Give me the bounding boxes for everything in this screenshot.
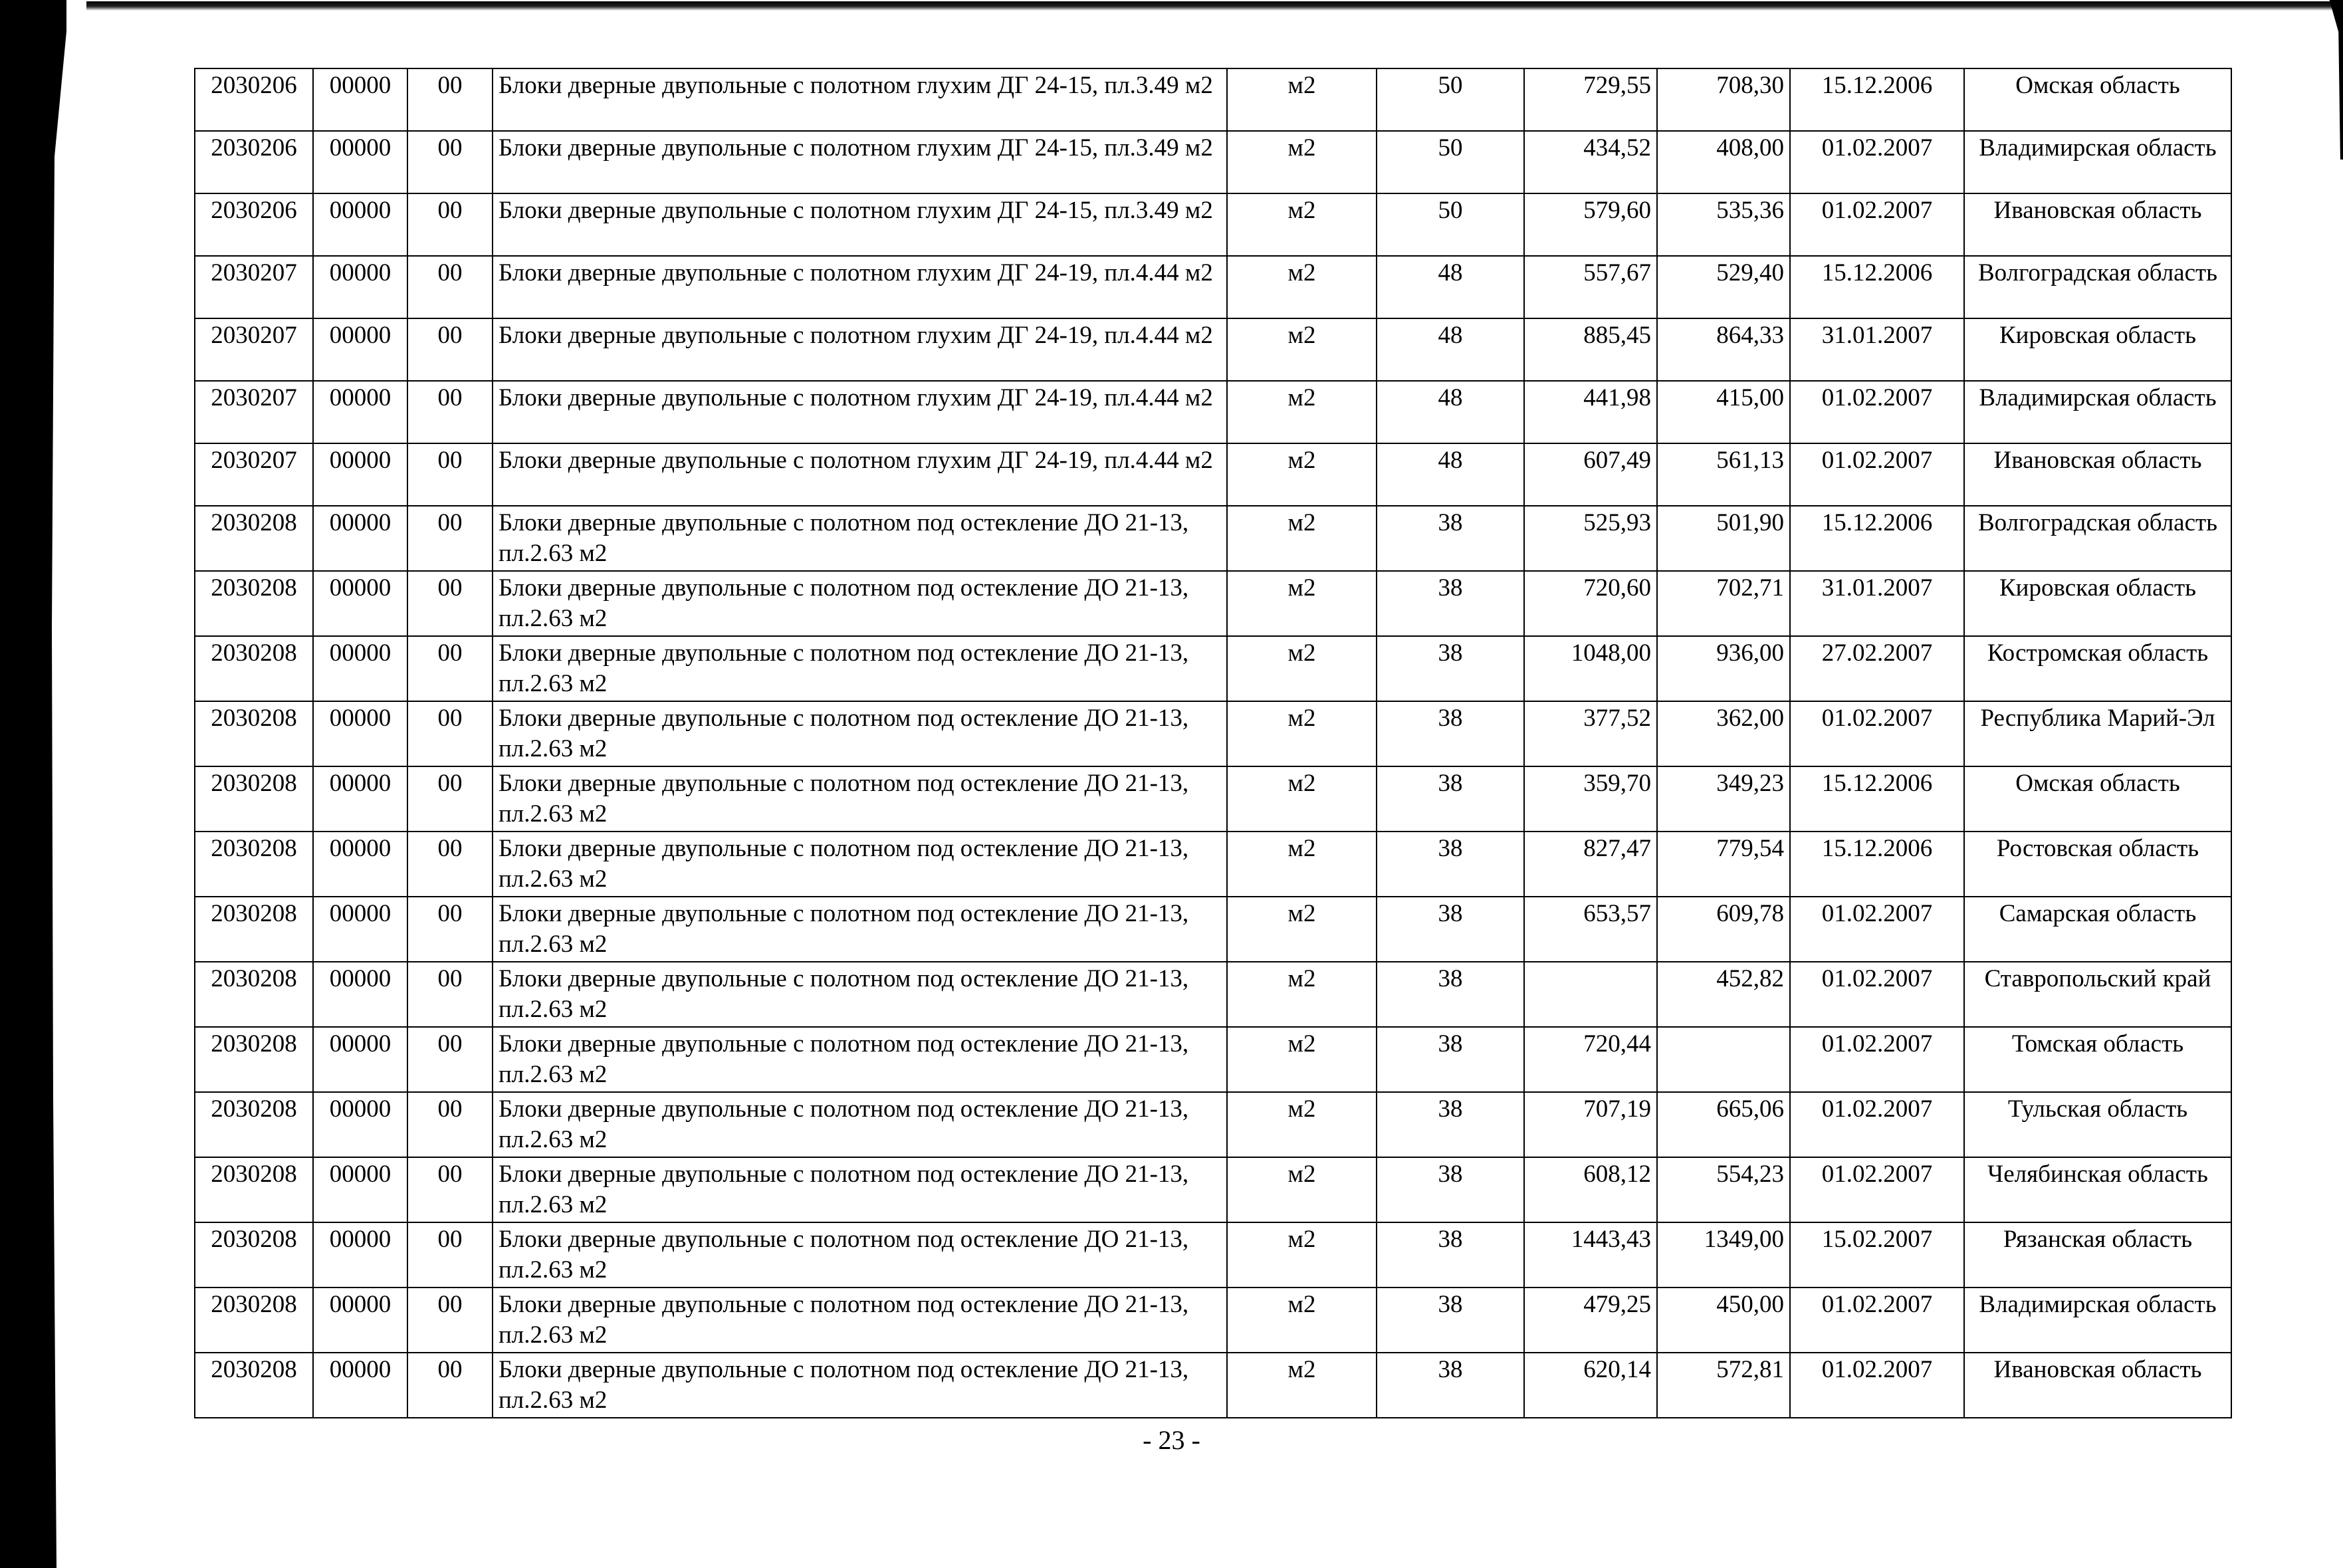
price-cell: 441,98 (1524, 381, 1657, 443)
subcode-cell: 00000 (313, 897, 407, 962)
subcode2-cell: 00 (407, 193, 493, 256)
subcode-cell: 00000 (313, 68, 407, 131)
code-cell: 2030208 (195, 701, 313, 766)
description-cell: Блоки дверные двупольные с полотном под остекление ДО 21-13, пл.2.63 м2 (493, 1288, 1227, 1353)
quantity-cell: 50 (1377, 131, 1524, 193)
subcode2-cell: 00 (407, 443, 493, 506)
unit-cell: м2 (1227, 1027, 1377, 1092)
code-cell: 2030206 (195, 68, 313, 131)
date-cell: 01.02.2007 (1790, 381, 1964, 443)
date-cell: 01.02.2007 (1790, 1092, 1964, 1157)
table-row (195, 193, 2231, 256)
price-cell: 377,52 (1524, 701, 1657, 766)
price-alt-cell: 408,00 (1657, 131, 1790, 193)
date-cell: 15.12.2006 (1790, 68, 1964, 131)
table-row (195, 897, 2231, 962)
description-cell: Блоки дверные двупольные с полотном глухим ДГ 24-19, пл.4.44 м2 (493, 256, 1227, 318)
code-cell: 2030208 (195, 1027, 313, 1092)
quantity-cell: 38 (1377, 1288, 1524, 1353)
description-cell: Блоки дверные двупольные с полотном глухим ДГ 24-19, пл.4.44 м2 (493, 381, 1227, 443)
code-cell: 2030207 (195, 318, 313, 381)
table-row (195, 962, 2231, 1027)
code-cell: 2030207 (195, 443, 313, 506)
quantity-cell: 38 (1377, 832, 1524, 897)
region-cell: Владимирская область (1964, 1288, 2231, 1353)
table-row (195, 1288, 2231, 1353)
date-cell: 01.02.2007 (1790, 1288, 1964, 1353)
subcode-cell: 00000 (313, 1092, 407, 1157)
quantity-cell: 38 (1377, 1222, 1524, 1288)
unit-cell: м2 (1227, 193, 1377, 256)
description-cell: Блоки дверные двупольные с полотном под остекление ДО 21-13, пл.2.63 м2 (493, 766, 1227, 832)
price-table (194, 68, 2232, 1418)
subcode-cell: 00000 (313, 1353, 407, 1418)
subcode2-cell: 00 (407, 506, 493, 571)
table-row (195, 1157, 2231, 1222)
price-alt-cell: 561,13 (1657, 443, 1790, 506)
price-cell: 827,47 (1524, 832, 1657, 897)
table-row (195, 701, 2231, 766)
subcode-cell: 00000 (313, 701, 407, 766)
table-row (195, 571, 2231, 636)
price-cell: 579,60 (1524, 193, 1657, 256)
code-cell: 2030208 (195, 1222, 313, 1288)
price-alt-cell: 349,23 (1657, 766, 1790, 832)
code-cell: 2030206 (195, 131, 313, 193)
scan-edge-top (86, 1, 2343, 11)
subcode2-cell: 00 (407, 1353, 493, 1418)
region-cell: Омская область (1964, 68, 2231, 131)
date-cell: 01.02.2007 (1790, 131, 1964, 193)
unit-cell: м2 (1227, 962, 1377, 1027)
price-cell: 720,44 (1524, 1027, 1657, 1092)
price-alt-cell: 452,82 (1657, 962, 1790, 1027)
price-alt-cell: 501,90 (1657, 506, 1790, 571)
subcode2-cell: 00 (407, 897, 493, 962)
description-cell: Блоки дверные двупольные с полотном глухим ДГ 24-15, пл.3.49 м2 (493, 193, 1227, 256)
region-cell: Волгоградская область (1964, 256, 2231, 318)
code-cell: 2030208 (195, 832, 313, 897)
subcode2-cell: 00 (407, 571, 493, 636)
region-cell: Омская область (1964, 766, 2231, 832)
quantity-cell: 48 (1377, 256, 1524, 318)
subcode-cell: 00000 (313, 766, 407, 832)
description-cell: Блоки дверные двупольные с полотном под остекление ДО 21-13, пл.2.63 м2 (493, 506, 1227, 571)
date-cell: 01.02.2007 (1790, 193, 1964, 256)
price-cell: 557,67 (1524, 256, 1657, 318)
subcode2-cell: 00 (407, 832, 493, 897)
subcode-cell: 00000 (313, 443, 407, 506)
subcode2-cell: 00 (407, 68, 493, 131)
date-cell: 31.01.2007 (1790, 571, 1964, 636)
code-cell: 2030208 (195, 506, 313, 571)
date-cell: 15.12.2006 (1790, 766, 1964, 832)
price-alt-cell: 572,81 (1657, 1353, 1790, 1418)
description-cell: Блоки дверные двупольные с полотном под остекление ДО 21-13, пл.2.63 м2 (493, 1353, 1227, 1418)
price-alt-cell: 665,06 (1657, 1092, 1790, 1157)
price-cell: 620,14 (1524, 1353, 1657, 1418)
price-alt-cell: 708,30 (1657, 68, 1790, 131)
region-cell: Ивановская область (1964, 1353, 2231, 1418)
price-alt-cell: 535,36 (1657, 193, 1790, 256)
description-cell: Блоки дверные двупольные с полотном под остекление ДО 21-13, пл.2.63 м2 (493, 571, 1227, 636)
scan-edge-left (0, 0, 66, 1568)
date-cell: 01.02.2007 (1790, 1157, 1964, 1222)
price-alt-cell: 609,78 (1657, 897, 1790, 962)
region-cell: Тульская область (1964, 1092, 2231, 1157)
region-cell: Ивановская область (1964, 443, 2231, 506)
price-cell: 720,60 (1524, 571, 1657, 636)
price-cell: 729,55 (1524, 68, 1657, 131)
subcode-cell: 00000 (313, 506, 407, 571)
quantity-cell: 48 (1377, 318, 1524, 381)
table-row (195, 766, 2231, 832)
region-cell: Владимирская область (1964, 131, 2231, 193)
code-cell: 2030207 (195, 256, 313, 318)
price-table-container (194, 68, 2231, 1418)
table-row (195, 1092, 2231, 1157)
code-cell: 2030208 (195, 1092, 313, 1157)
unit-cell: м2 (1227, 1157, 1377, 1222)
date-cell: 01.02.2007 (1790, 701, 1964, 766)
table-row (195, 506, 2231, 571)
subcode-cell: 00000 (313, 256, 407, 318)
region-cell: Самарская область (1964, 897, 2231, 962)
quantity-cell: 38 (1377, 897, 1524, 962)
subcode2-cell: 00 (407, 381, 493, 443)
date-cell: 01.02.2007 (1790, 897, 1964, 962)
region-cell: Костромская область (1964, 636, 2231, 701)
subcode-cell: 00000 (313, 131, 407, 193)
scan-edge-right (2320, 0, 2343, 160)
region-cell: Ростовская область (1964, 832, 2231, 897)
subcode-cell: 00000 (313, 1027, 407, 1092)
price-cell: 1443,43 (1524, 1222, 1657, 1288)
price-cell: 707,19 (1524, 1092, 1657, 1157)
description-cell: Блоки дверные двупольные с полотном глухим ДГ 24-15, пл.3.49 м2 (493, 131, 1227, 193)
subcode-cell: 00000 (313, 381, 407, 443)
table-row (195, 131, 2231, 193)
subcode2-cell: 00 (407, 962, 493, 1027)
price-alt-cell: 936,00 (1657, 636, 1790, 701)
code-cell: 2030208 (195, 962, 313, 1027)
table-row (195, 636, 2231, 701)
code-cell: 2030206 (195, 193, 313, 256)
subcode2-cell: 00 (407, 1027, 493, 1092)
unit-cell: м2 (1227, 571, 1377, 636)
date-cell: 01.02.2007 (1790, 1353, 1964, 1418)
price-alt-cell: 450,00 (1657, 1288, 1790, 1353)
table-body (195, 68, 2231, 1418)
unit-cell: м2 (1227, 1353, 1377, 1418)
subcode2-cell: 00 (407, 1157, 493, 1222)
price-cell: 653,57 (1524, 897, 1657, 962)
subcode2-cell: 00 (407, 1288, 493, 1353)
quantity-cell: 38 (1377, 636, 1524, 701)
description-cell: Блоки дверные двупольные с полотном под остекление ДО 21-13, пл.2.63 м2 (493, 701, 1227, 766)
unit-cell: м2 (1227, 832, 1377, 897)
unit-cell: м2 (1227, 443, 1377, 506)
code-cell: 2030208 (195, 571, 313, 636)
quantity-cell: 38 (1377, 1157, 1524, 1222)
price-alt-cell (1657, 1027, 1790, 1092)
date-cell: 31.01.2007 (1790, 318, 1964, 381)
table-row (195, 68, 2231, 131)
subcode-cell: 00000 (313, 1222, 407, 1288)
price-cell: 359,70 (1524, 766, 1657, 832)
price-alt-cell: 702,71 (1657, 571, 1790, 636)
quantity-cell: 38 (1377, 506, 1524, 571)
subcode2-cell: 00 (407, 1222, 493, 1288)
unit-cell: м2 (1227, 1222, 1377, 1288)
date-cell: 01.02.2007 (1790, 1027, 1964, 1092)
quantity-cell: 50 (1377, 68, 1524, 131)
code-cell: 2030207 (195, 381, 313, 443)
quantity-cell: 38 (1377, 962, 1524, 1027)
date-cell: 01.02.2007 (1790, 443, 1964, 506)
quantity-cell: 48 (1377, 443, 1524, 506)
unit-cell: м2 (1227, 68, 1377, 131)
quantity-cell: 38 (1377, 701, 1524, 766)
description-cell: Блоки дверные двупольные с полотном глухим ДГ 24-19, пл.4.44 м2 (493, 443, 1227, 506)
table-row (195, 1027, 2231, 1092)
date-cell: 27.02.2007 (1790, 636, 1964, 701)
price-cell: 607,49 (1524, 443, 1657, 506)
date-cell: 15.02.2007 (1790, 1222, 1964, 1288)
description-cell: Блоки дверные двупольные с полотном под остекление ДО 21-13, пл.2.63 м2 (493, 1027, 1227, 1092)
table-row (195, 1353, 2231, 1418)
subcode-cell: 00000 (313, 318, 407, 381)
quantity-cell: 38 (1377, 1353, 1524, 1418)
date-cell: 15.12.2006 (1790, 506, 1964, 571)
unit-cell: м2 (1227, 1092, 1377, 1157)
price-alt-cell: 415,00 (1657, 381, 1790, 443)
page-number: - 23 - (1143, 1425, 1200, 1455)
subcode-cell: 00000 (313, 636, 407, 701)
unit-cell: м2 (1227, 318, 1377, 381)
subcode-cell: 00000 (313, 962, 407, 1027)
region-cell: Ивановская область (1964, 193, 2231, 256)
price-cell: 525,93 (1524, 506, 1657, 571)
price-alt-cell: 779,54 (1657, 832, 1790, 897)
subcode-cell: 00000 (313, 1157, 407, 1222)
unit-cell: м2 (1227, 766, 1377, 832)
subcode2-cell: 00 (407, 636, 493, 701)
code-cell: 2030208 (195, 1353, 313, 1418)
subcode-cell: 00000 (313, 571, 407, 636)
code-cell: 2030208 (195, 636, 313, 701)
region-cell: Волгоградская область (1964, 506, 2231, 571)
unit-cell: м2 (1227, 1288, 1377, 1353)
unit-cell: м2 (1227, 506, 1377, 571)
price-alt-cell: 554,23 (1657, 1157, 1790, 1222)
description-cell: Блоки дверные двупольные с полотном под остекление ДО 21-13, пл.2.63 м2 (493, 636, 1227, 701)
unit-cell: м2 (1227, 256, 1377, 318)
unit-cell: м2 (1227, 701, 1377, 766)
code-cell: 2030208 (195, 766, 313, 832)
description-cell: Блоки дверные двупольные с полотном под остекление ДО 21-13, пл.2.63 м2 (493, 897, 1227, 962)
date-cell: 15.12.2006 (1790, 832, 1964, 897)
subcode2-cell: 00 (407, 766, 493, 832)
region-cell: Томская область (1964, 1027, 2231, 1092)
price-cell: 1048,00 (1524, 636, 1657, 701)
quantity-cell: 38 (1377, 1027, 1524, 1092)
region-cell: Кировская область (1964, 318, 2231, 381)
date-cell: 15.12.2006 (1790, 256, 1964, 318)
table-row (195, 443, 2231, 506)
price-cell: 479,25 (1524, 1288, 1657, 1353)
region-cell: Рязанская область (1964, 1222, 2231, 1288)
quantity-cell: 38 (1377, 1092, 1524, 1157)
quantity-cell: 38 (1377, 571, 1524, 636)
price-cell: 434,52 (1524, 131, 1657, 193)
description-cell: Блоки дверные двупольные с полотном под остекление ДО 21-13, пл.2.63 м2 (493, 962, 1227, 1027)
description-cell: Блоки дверные двупольные с полотном под остекление ДО 21-13, пл.2.63 м2 (493, 1092, 1227, 1157)
price-cell: 608,12 (1524, 1157, 1657, 1222)
quantity-cell: 50 (1377, 193, 1524, 256)
table-row (195, 256, 2231, 318)
unit-cell: м2 (1227, 636, 1377, 701)
region-cell: Республика Марий-Эл (1964, 701, 2231, 766)
subcode2-cell: 00 (407, 1092, 493, 1157)
table-row (195, 1222, 2231, 1288)
region-cell: Ставропольский край (1964, 962, 2231, 1027)
code-cell: 2030208 (195, 897, 313, 962)
code-cell: 2030208 (195, 1157, 313, 1222)
region-cell: Кировская область (1964, 571, 2231, 636)
quantity-cell: 38 (1377, 766, 1524, 832)
unit-cell: м2 (1227, 897, 1377, 962)
subcode2-cell: 00 (407, 131, 493, 193)
description-cell: Блоки дверные двупольные с полотном под остекление ДО 21-13, пл.2.63 м2 (493, 1222, 1227, 1288)
unit-cell: м2 (1227, 131, 1377, 193)
table-row (195, 832, 2231, 897)
description-cell: Блоки дверные двупольные с полотном глухим ДГ 24-15, пл.3.49 м2 (493, 68, 1227, 131)
subcode-cell: 00000 (313, 1288, 407, 1353)
price-alt-cell: 864,33 (1657, 318, 1790, 381)
unit-cell: м2 (1227, 381, 1377, 443)
description-cell: Блоки дверные двупольные с полотном глухим ДГ 24-19, пл.4.44 м2 (493, 318, 1227, 381)
region-cell: Владимирская область (1964, 381, 2231, 443)
price-alt-cell: 362,00 (1657, 701, 1790, 766)
description-cell: Блоки дверные двупольные с полотном под остекление ДО 21-13, пл.2.63 м2 (493, 832, 1227, 897)
price-cell: 885,45 (1524, 318, 1657, 381)
subcode-cell: 00000 (313, 832, 407, 897)
subcode2-cell: 00 (407, 318, 493, 381)
subcode2-cell: 00 (407, 256, 493, 318)
description-cell: Блоки дверные двупольные с полотном под остекление ДО 21-13, пл.2.63 м2 (493, 1157, 1227, 1222)
date-cell: 01.02.2007 (1790, 962, 1964, 1027)
table-row (195, 381, 2231, 443)
subcode2-cell: 00 (407, 701, 493, 766)
subcode-cell: 00000 (313, 193, 407, 256)
region-cell: Челябинская область (1964, 1157, 2231, 1222)
table-row (195, 318, 2231, 381)
code-cell: 2030208 (195, 1288, 313, 1353)
price-alt-cell: 1349,00 (1657, 1222, 1790, 1288)
price-cell (1524, 962, 1657, 1027)
price-alt-cell: 529,40 (1657, 256, 1790, 318)
quantity-cell: 48 (1377, 381, 1524, 443)
